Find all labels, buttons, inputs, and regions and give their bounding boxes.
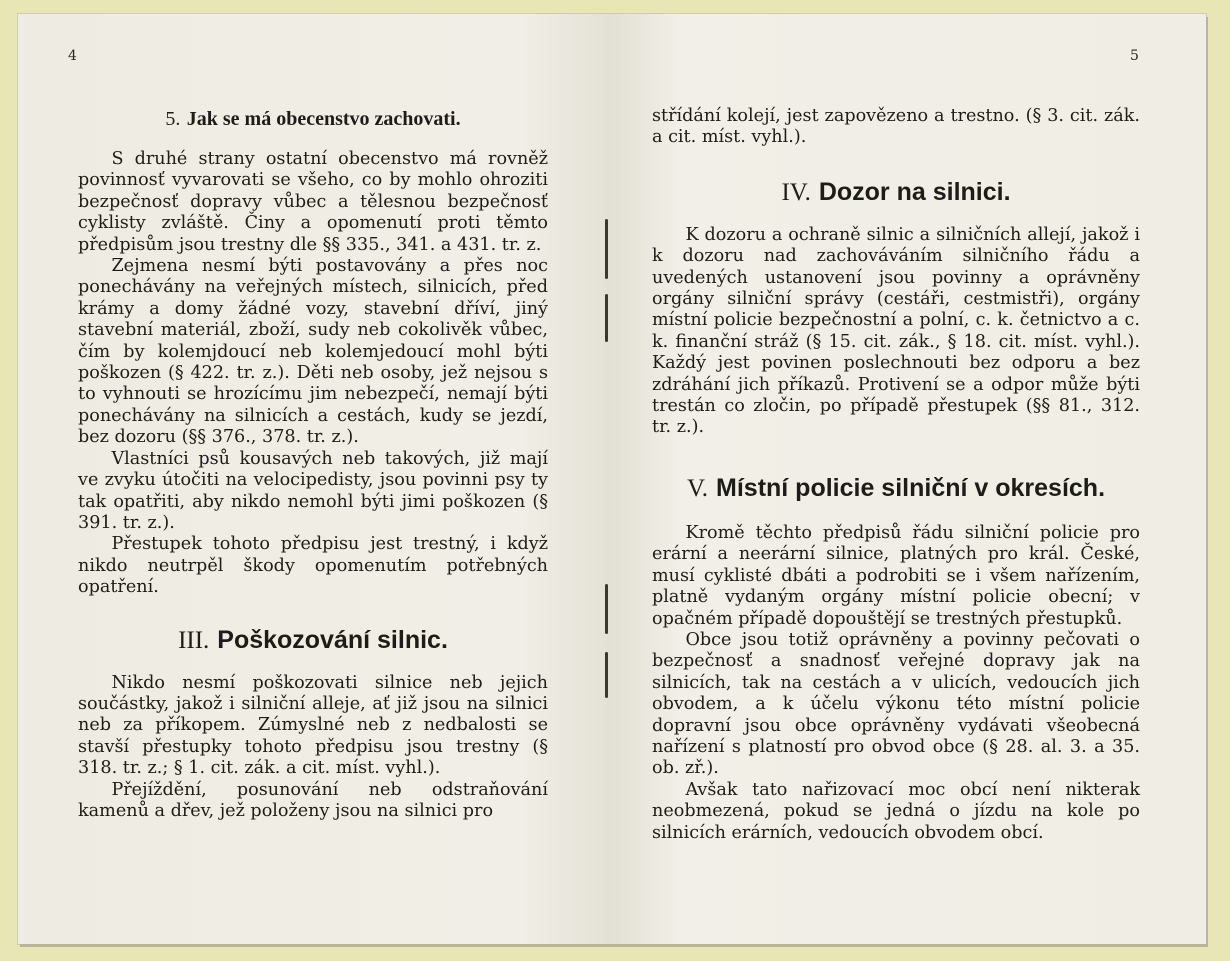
right-page <box>608 14 1206 944</box>
section-heading <box>652 473 1140 503</box>
paragraph: Zejmena nesmí býti postavovány a přes noc ponechávány na veřejných místech, silnicích, před krámy a domy žádné vozy, stavební dříví, jiný stavební materiál, zboží, sudy neb cokolivěk vůbec, čím by kolemjdoucí neb kolemjedoucí mohl býti poškozen (§ 422. tr. z.). Děti neb osoby, jež nejsou s to vyhnouti se hrozícímu jim nebezpečí, nemají býti ponechávány na silnicích a cestách, kudy se jezdí, bez dozoru (§§ 376., 378. tr. z.). <box>78 256 548 448</box>
paragraph: Přestupek tohoto předpisu jest trestný, i když nikdo neutrpěl škody opomenutím potřebných opatření. <box>78 534 548 598</box>
section-number: IV. <box>781 178 811 206</box>
section-heading <box>652 177 1140 207</box>
page-number: 5 <box>1130 48 1139 64</box>
paragraph: střídání kolejí, jest zapovězeno a trestno. (§ 3. cit. zák. a cit. míst. vyhl.). <box>652 106 1140 148</box>
paragraph: Přejíždění, posunování neb odstraňování kamenů a dřev, jež položeny jsou na silnici pro <box>78 779 548 821</box>
left-page <box>18 14 608 944</box>
paragraph: Obce jsou totiž oprávněny a povinny pečovati o bezpečnosť a snadnosť veřejné dopravy jak na silnicích, tak na cestách a v ulicích, vedoucích jich obvodem, a k účelu výkonu této místní policie dopravní jsou obce oprávněny vydávati všeobecná nařízení s platností pro obvod obce (§ 28. al. 3. a 35. ob. zř.). <box>652 629 1140 779</box>
section-title: Dozor na silnici. <box>818 177 1011 206</box>
section-title: Poškozování silnic. <box>217 625 448 654</box>
paragraph: Vlastníci psů kousavých neb takových, již mají ve zvyku útočiti na velocipedisty, jsou povinni psy ty tak opatřiti, aby nikdo nemohl býti jimi poškozen (§ 391. tr. z.). <box>78 448 548 533</box>
section-heading <box>78 106 548 131</box>
paragraph: Kromě těchto předpisů řádu silniční policie pro erární a neerární silnice, platných pro král. České, musí cyklisté dbáti a podrobiti se i všem nařízením, platně vydaným orgány místní policie obecní; v opačném případě dopouštějí se trestných přestupků. <box>652 522 1140 629</box>
paragraph: Avšak tato nařizovací moc obcí není nikterak neobmezená, pokud se jedná o jízdu na kole po silnicích erárních, vedoucích obvodem obcí. <box>652 779 1140 843</box>
section-title: Místní policie silniční v okresích. <box>716 473 1106 502</box>
section-number: III. <box>178 626 210 654</box>
book-spread <box>18 14 1206 944</box>
section-number: 5. <box>165 108 181 130</box>
left-text-column <box>78 106 548 822</box>
paragraph: S druhé strany ostatní obecenstvo má rovněž povinnosť vyvarovati se všeho, co by mohlo ohroziti bezpečnosť dopravy vůbec a tělesnou bezpečnosť cyklisty zvláště. Činy a opomenutí proti těmto předpisům jsou trestny dle §§ 335., 341. a 431. tr. z. <box>78 149 548 255</box>
page-number: 4 <box>68 48 77 64</box>
section-title: Jak se má obecenstvo zachovati. <box>186 108 461 130</box>
right-text-column <box>652 106 1140 844</box>
section-heading <box>78 625 548 655</box>
paragraph: K dozoru a ochraně silnic a silničních allejí, jakož i k dozoru nad zachováváním silničního řádu a uvedených ustanovení jsou povinny a oprávněny orgány silniční správy (cestáři, cestmistři), orgány místní policie bezpečnostní a polní, c. k. četnictvo a c. k. finanční stráž (§ 15. cit. zák., § 18. cit. míst. vyhl.). Každý jest povinen poslechnouti bez odporu a bez zdráhání jich příkazů. Protivení se a odpor může býti trestán co zločin, po případě přestupek (§§ 81., 312. tr. z.). <box>652 224 1140 438</box>
section-number: V. <box>686 474 709 502</box>
paragraph: Nikdo nesmí poškozovati silnice neb jejich součástky, jakož i silniční alleje, ať již jsou na silnici neb za příkopem. Zúmyslné neb z nedbalosti se stavší přestupky tohoto předpisu jsou trestny (§ 318. tr. z.; § 1. cit. zák. a cit. míst. vyhl.). <box>78 672 548 779</box>
